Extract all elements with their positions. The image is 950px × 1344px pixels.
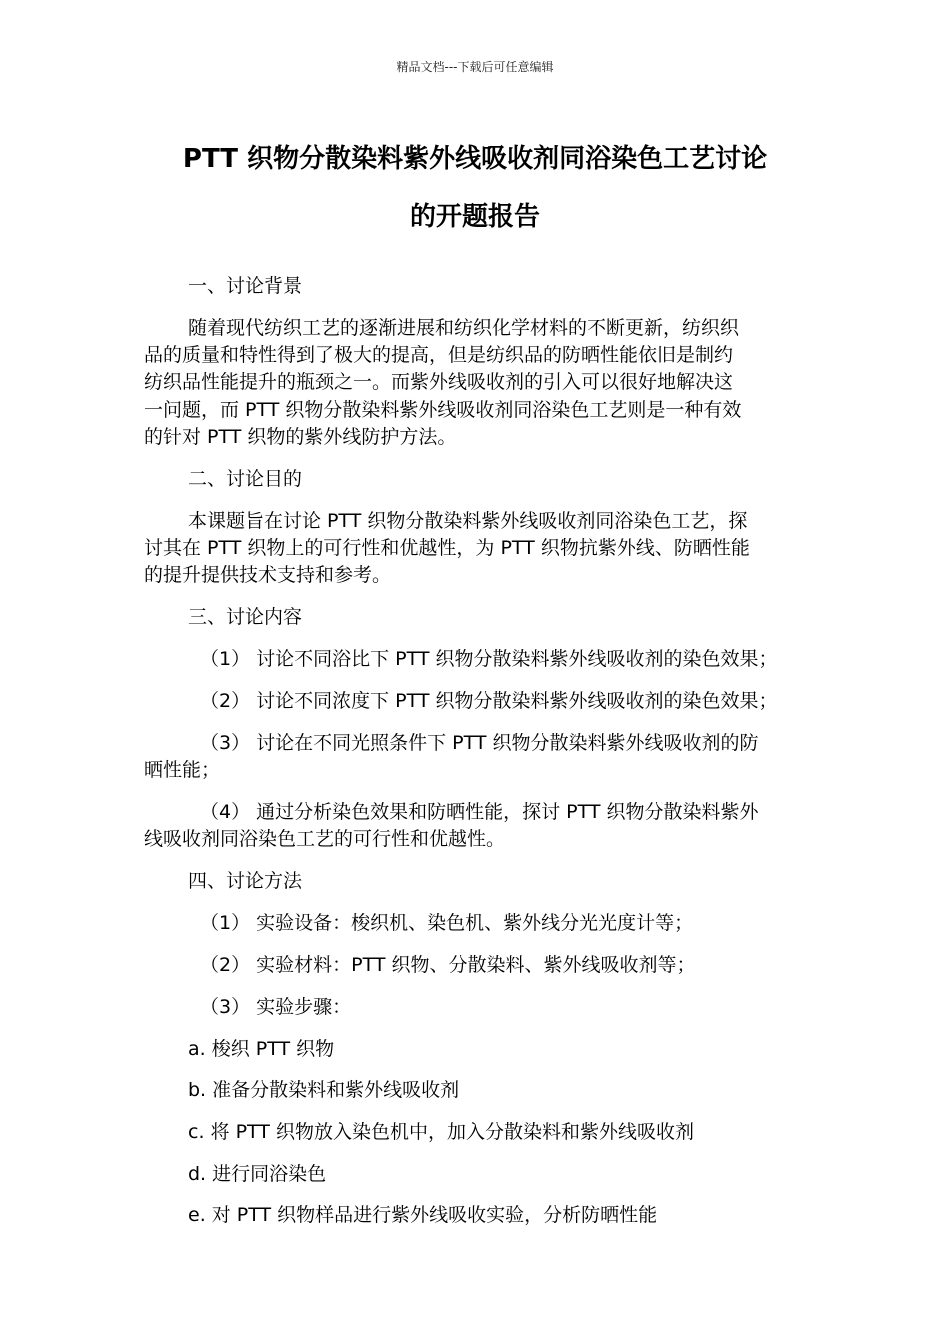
purpose-paragraph-line: 讨其在 PTT 织物上的可行性和优越性，为 PTT 织物抗紫外线、防晒性能 xyxy=(144,537,750,559)
section-heading-methods: 四、讨论方法 xyxy=(188,870,303,892)
section-heading-content: 三、讨论内容 xyxy=(188,606,303,628)
experiment-step: b. 准备分散染料和紫外线吸收剂 xyxy=(188,1079,460,1101)
document-title-line-2: 的开题报告 xyxy=(409,202,540,232)
methods-list-item: （2） 实验材料：PTT 织物、分散染料、紫外线吸收剂等； xyxy=(200,954,696,976)
purpose-paragraph-line: 的提升提供技术支持和参考。 xyxy=(144,564,392,586)
experiment-step: a. 梭织 PTT 织物 xyxy=(188,1038,335,1060)
section-heading-background: 一、讨论背景 xyxy=(188,275,303,297)
background-paragraph-line: 一问题，而 PTT 织物分散染料紫外线吸收剂同浴染色工艺则是一种有效 xyxy=(144,399,742,421)
background-paragraph-line: 品的质量和特性得到了极大的提高，但是纺织品的防晒性能依旧是制约 xyxy=(144,344,734,366)
section-heading-purpose: 二、讨论目的 xyxy=(188,468,303,490)
content-list-item: （4） 通过分析染色效果和防晒性能，探讨 PTT 织物分散染料紫外 xyxy=(200,801,759,823)
experiment-step: d. 进行同浴染色 xyxy=(188,1163,327,1185)
background-paragraph-line: 纺织品性能提升的瓶颈之一。而紫外线吸收剂的引入可以很好地解决这 xyxy=(144,371,734,393)
content-list-item-continuation: 晒性能； xyxy=(144,759,221,781)
experiment-step: e. 对 PTT 织物样品进行紫外线吸收实验，分析防晒性能 xyxy=(188,1204,658,1226)
background-paragraph-line: 的针对 PTT 织物的紫外线防护方法。 xyxy=(144,426,457,448)
page-header-note: 精品文档---下载后可任意编辑 xyxy=(396,60,554,74)
purpose-paragraph-line: 本课题旨在讨论 PTT 织物分散染料紫外线吸收剂同浴染色工艺，探 xyxy=(188,510,748,532)
experiment-step: c. 将 PTT 织物放入染色机中，加入分散染料和紫外线吸收剂 xyxy=(188,1121,694,1143)
content-list-item: （2） 讨论不同浓度下 PTT 织物分散染料紫外线吸收剂的染色效果； xyxy=(200,690,778,712)
methods-list-item: （3） 实验步骤： xyxy=(200,996,352,1018)
content-list-item: （1） 讨论不同浴比下 PTT 织物分散染料紫外线吸收剂的染色效果； xyxy=(200,648,778,670)
document-title-line-1: PTT 织物分散染料紫外线吸收剂同浴染色工艺讨论 xyxy=(182,144,768,174)
methods-list-item: （1） 实验设备：梭织机、染色机、紫外线分光光度计等； xyxy=(200,912,694,934)
background-paragraph-line: 随着现代纺织工艺的逐渐进展和纺织化学材料的不断更新，纺织织 xyxy=(188,317,740,339)
content-list-item-continuation: 线吸收剂同浴染色工艺的可行性和优越性。 xyxy=(144,828,506,850)
content-list-item: （3） 讨论在不同光照条件下 PTT 织物分散染料紫外线吸收剂的防 xyxy=(200,732,759,754)
